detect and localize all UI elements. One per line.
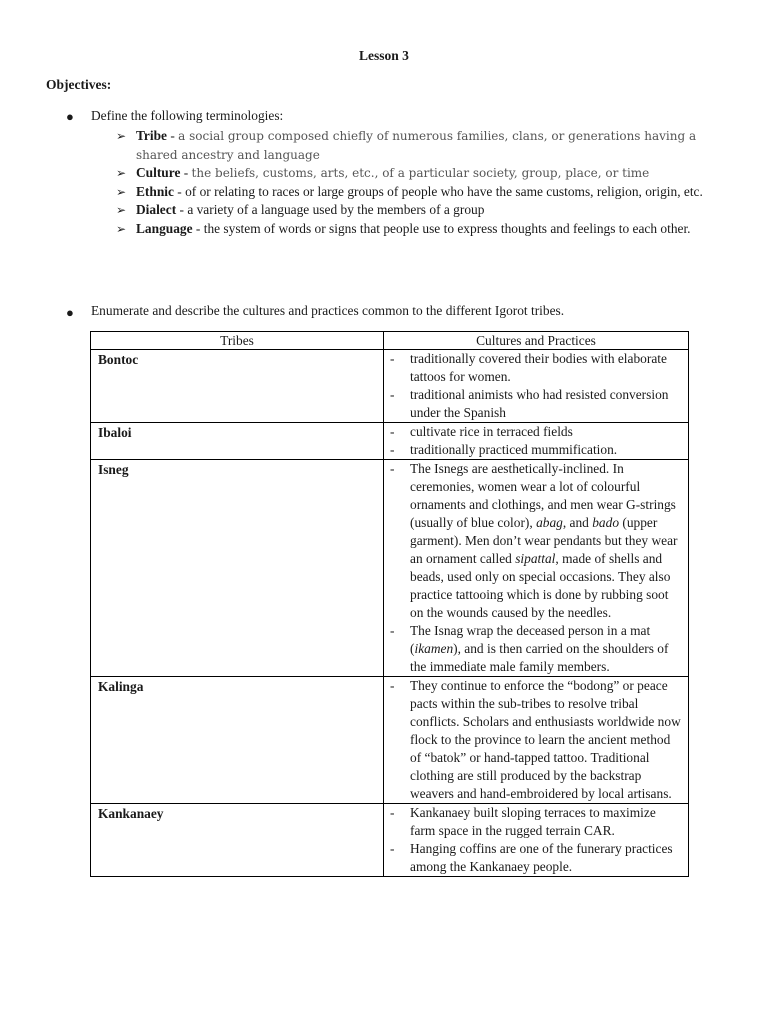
term-definition: a variety of a language used by the members of a group: [187, 202, 485, 217]
term-definition: of or relating to races or large groups of people who have the same customs, religion, origin, etc.: [185, 183, 703, 199]
practice-item: - Hanging coffins are one of the funerary practices among the Kankanaey people.: [390, 841, 673, 874]
column-header-practices: Cultures and Practices: [384, 332, 689, 350]
practices-cell: [384, 677, 689, 804]
lesson-title: Lesson 3: [359, 48, 409, 63]
practice-text: The Isnegs are aesthetically-inclined. In ceremonies, women wear a lot of colourful ornaments and clothings, and men wear G-strings (usually of blue color), abag, and bado (upper garment). Men don’t wear pendants but they wear an ornament called sipattal, made of shells and beads, used only on special occasions. They also practice tattooing which is done by rubbing soot on the wounds caused by the needles.: [410, 461, 678, 620]
term-item: ➢ Ethnic - of or relating to races or large groups of people who have the same customs, religion, origin, etc.: [116, 183, 726, 202]
tribes-table: [90, 331, 689, 877]
practice-item: - traditionally covered their bodies with elaborate tattoos for women.: [390, 351, 667, 384]
practice-item: - traditional animists who had resisted conversion under the Spanish: [390, 387, 669, 420]
bullet-dot: ●: [66, 109, 74, 124]
term-item: ➢ Language - the system of words or signs that people use to express thoughts and feelings to each other.: [116, 220, 726, 239]
term-label: Language: [136, 220, 193, 236]
practice-item: - They continue to enforce the “bodong” or peace pacts within the sub-tribes to resolve tribal conflicts. Scholars and enthusiasts worldwide now flock to the province to learn the ancient method of “batok” or hand-tapped tattoo. Traditional clothing are still produced by the backstrap weavers and hand-embroidered by local artisans.: [390, 678, 681, 801]
term-label: Dialect: [136, 202, 177, 217]
bullet-dot: ●: [66, 305, 74, 320]
practice-item: - Kankanaey built sloping terraces to maximize farm space in the rugged terrain CAR.: [390, 805, 656, 838]
arrow-bullet-icon: ➢: [116, 166, 127, 180]
term-label: Tribe: [136, 128, 167, 143]
practice-item: - The Isnegs are aesthetically-inclined. In ceremonies, women wear a lot of colourful ornaments and clothings, and men wear G-strings (usually of blue color), abag, and bado (upper garment). Men don’t wear pendants but they wear an ornament called sipattal, made of shells and beads, used only on special occasions. They also practice tattooing which is done by rubbing soot on the wounds caused by the needles.: [390, 461, 678, 620]
table-header-row: [91, 332, 689, 350]
practices-cell: [384, 350, 689, 423]
tribe-name: Ibaloi: [91, 423, 384, 460]
table-row: [91, 350, 689, 423]
tribe-name: Kalinga: [91, 677, 384, 804]
column-header-tribes: Tribes: [91, 332, 384, 350]
italic-term: bado: [592, 515, 620, 530]
enumerate-instruction: Enumerate and describe the cultures and practices common to the different Igorot tribes.: [91, 303, 565, 318]
terminology-list: [116, 127, 726, 238]
table-row: [91, 677, 689, 804]
term-definition: the system of words or signs that people use to express thoughts and feelings to each other.: [203, 220, 691, 236]
arrow-bullet-icon: ➢: [116, 129, 127, 143]
arrow-bullet-icon: ➢: [116, 184, 127, 199]
table-row: [91, 460, 689, 677]
practices-cell: [384, 460, 689, 677]
table-row: [91, 423, 689, 460]
term-definition: the beliefs, customs, arts, etc., of a particular society, group, place, or time: [191, 166, 650, 180]
practice-item: - traditionally practiced mummification.: [390, 442, 618, 457]
practice-text: traditionally covered their bodies with elaborate tattoos for women.: [410, 351, 667, 384]
practices-cell: [384, 804, 689, 877]
practices-cell: [384, 423, 689, 460]
tribe-name: Bontoc: [91, 350, 384, 423]
table-row: [91, 804, 689, 877]
tribe-name: Kankanaey: [91, 804, 384, 877]
term-item: ➢ Dialect - a variety of a language used by the members of a group: [116, 201, 726, 220]
tribe-name: Isneg: [91, 460, 384, 677]
practice-item: - cultivate rice in terraced fields: [390, 424, 573, 439]
practice-text: They continue to enforce the “bodong” or peace pacts within the sub-tribes to resolve tribal conflicts. Scholars and enthusiasts worldwide now flock to the province to learn the ancient method of “batok” or hand-tapped tattoo. Traditional clothing are still produced by the backstrap weavers and hand-embroidered by local artisans.: [410, 678, 681, 801]
practice-text: traditional animists who had resisted conversion under the Spanish: [410, 387, 669, 420]
practice-text: cultivate rice in terraced fields: [410, 424, 573, 439]
term-definition: a social group composed chiefly of numerous families, clans, or generations having a shared ancestry and language: [136, 129, 697, 162]
define-instruction: Define the following terminologies:: [91, 108, 284, 123]
term-label: Ethnic: [136, 183, 174, 199]
objectives-heading: Objectives:: [46, 77, 112, 92]
term-item: ➢ Culture - the beliefs, customs, arts, etc., of a particular society, group, place, or time: [116, 164, 726, 183]
italic-term: abag: [536, 515, 563, 530]
arrow-bullet-icon: ➢: [116, 203, 127, 217]
italic-term: sipattal: [515, 551, 556, 566]
practice-text: traditionally practiced mummification.: [410, 442, 618, 457]
practice-text: Kankanaey built sloping terraces to maximize farm space in the rugged terrain CAR.: [410, 805, 656, 838]
italic-term: ikamen: [414, 641, 454, 656]
practice-item: - The Isnag wrap the deceased person in a mat (ikamen), and is then carried on the shoulders of the immediate male family members.: [390, 623, 669, 674]
term-label: Culture: [136, 165, 181, 180]
practice-text: The Isnag wrap the deceased person in a mat (ikamen), and is then carried on the shoulders of the immediate male family members.: [410, 623, 669, 674]
practice-text: Hanging coffins are one of the funerary practices among the Kankanaey people.: [410, 841, 673, 874]
arrow-bullet-icon: ➢: [116, 221, 127, 236]
term-item: ➢ Tribe - a social group composed chiefly of numerous families, clans, or generations having a shared ancestry and language: [116, 128, 697, 162]
